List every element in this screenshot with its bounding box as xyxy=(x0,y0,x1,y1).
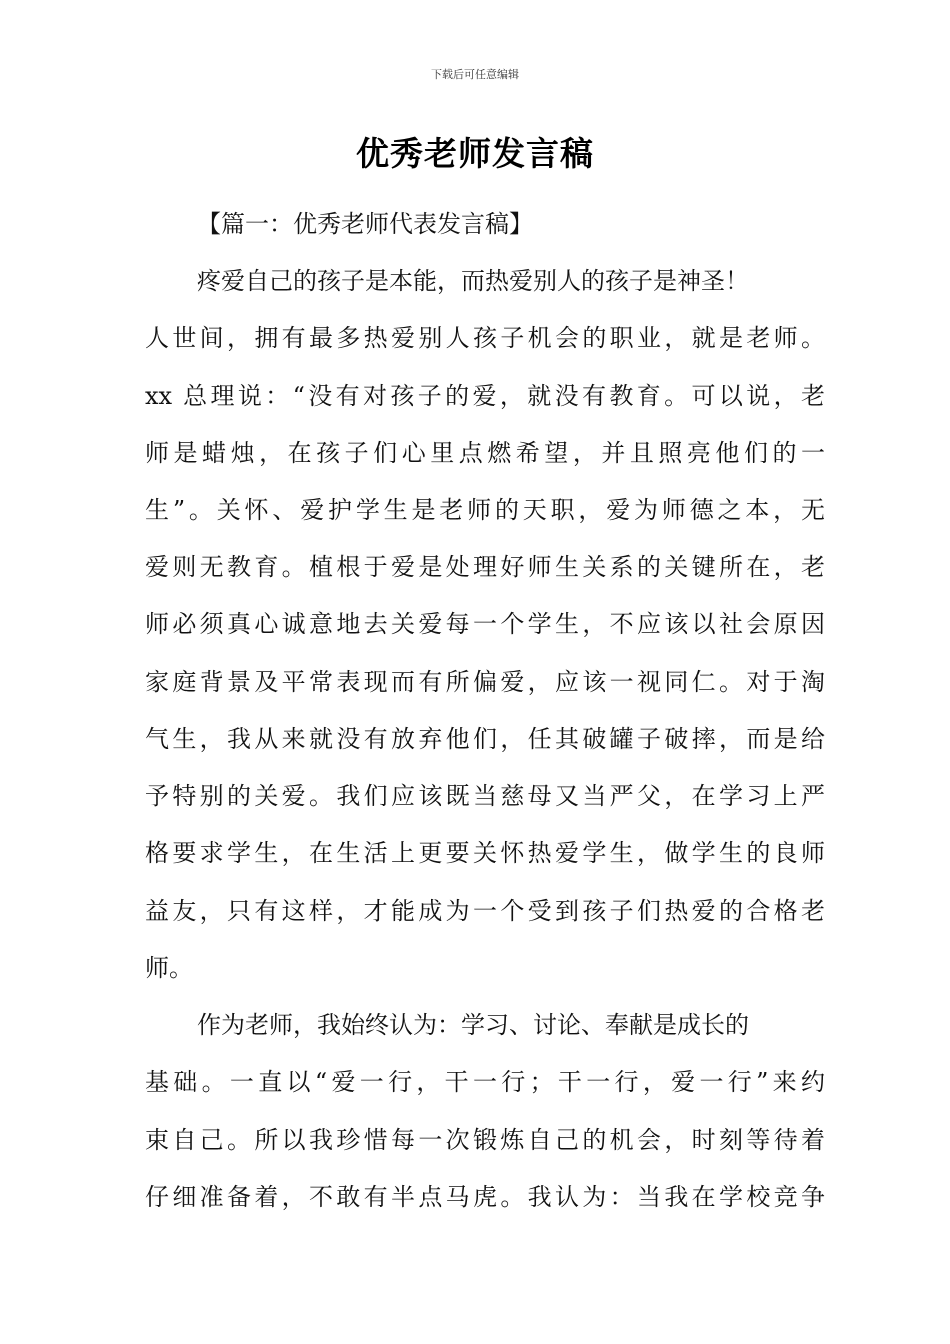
paragraph-1-line-1: 疼爱自己的孩子是本能，而热爱别人的孩子是神圣！ xyxy=(197,267,749,295)
paragraph-1-line-13: 师。 xyxy=(145,954,193,982)
paragraph-1-line-3: xx 总理说：“没有对孩子的爱，就没有教育。可以说，老 xyxy=(145,382,825,410)
paragraph-1-line-9: 气生，我从来就没有放弃他们，任其破罐子破摔，而是给 xyxy=(145,725,825,753)
header-note: 下载后可任意编辑 xyxy=(431,68,519,81)
paragraph-1-line-10: 予特别的关爱。我们应该既当慈母又当严父，在学习上严 xyxy=(145,782,825,810)
paragraph-2-line-3: 束自己。所以我珍惜每一次锻炼自己的机会，时刻等待着 xyxy=(145,1126,825,1154)
paragraph-1-line-2: 人世间，拥有最多热爱别人孩子机会的职业，就是老师。 xyxy=(145,324,825,352)
paragraph-2-line-4: 仔细准备着，不敢有半点马虎。我认为：当我在学校竞争 xyxy=(145,1183,825,1211)
paragraph-2-line-1: 作为老师，我始终认为：学习、讨论、奉献是成长的 xyxy=(197,1011,749,1039)
paragraph-1-line-8: 家庭背景及平常表现而有所偏爱，应该一视同仁。对于淘 xyxy=(145,668,825,696)
document-title: 优秀老师发言稿 xyxy=(356,134,594,173)
section-heading: 【篇一：优秀老师代表发言稿】 xyxy=(197,210,533,238)
paragraph-1-line-7: 师必须真心诚意地去关爱每一个学生，不应该以社会原因 xyxy=(145,610,825,638)
paragraph-1-line-12: 益友，只有这样，才能成为一个受到孩子们热爱的合格老 xyxy=(145,897,825,925)
paragraph-1-line-6: 爱则无教育。植根于爱是处理好师生关系的关键所在，老 xyxy=(145,553,825,581)
paragraph-1-line-11: 格要求学生，在生活上更要关怀热爱学生，做学生的良师 xyxy=(145,839,825,867)
paragraph-1-line-5: 生”。关怀、爱护学生是老师的天职，爱为师德之本，无 xyxy=(145,496,825,524)
paragraph-1-line-4: 师是蜡烛，在孩子们心里点燃希望，并且照亮他们的一 xyxy=(145,439,825,467)
paragraph-2-line-2: 基础。一直以“爱一行，干一行；干一行，爱一行”来约 xyxy=(145,1068,825,1096)
